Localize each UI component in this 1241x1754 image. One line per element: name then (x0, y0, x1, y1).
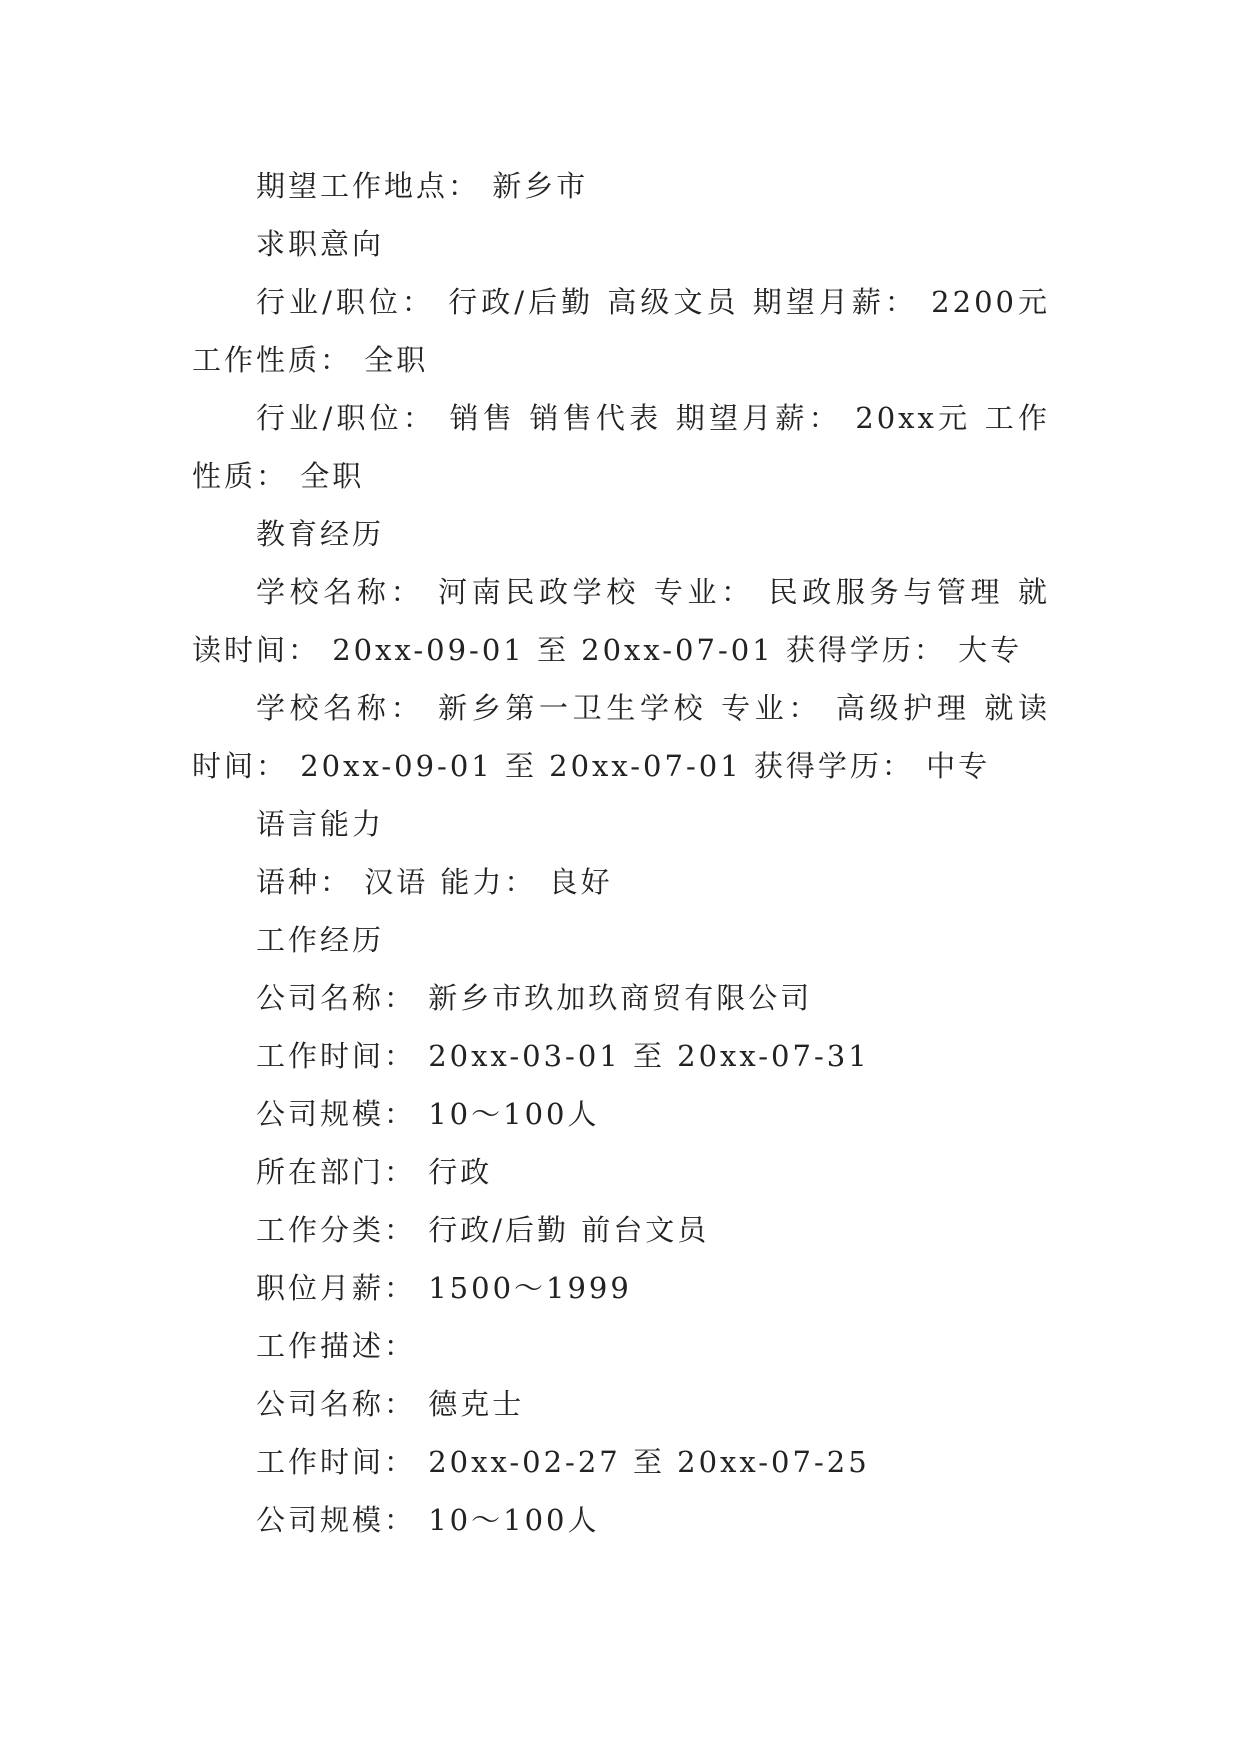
text-line-monthly-salary-1: 职位月薪： 1500～1999 (256, 1271, 632, 1305)
text-line-language: 语种： 汉语 能力： 良好 (256, 865, 613, 899)
text-line-education-2-cont: 时间： 20xx-09-01 至 20xx-07-01 获得学历： 中专 (192, 749, 991, 783)
text-line-company-size-1: 公司规模： 10～100人 (256, 1097, 600, 1131)
text-line-intention-2-cont: 性质： 全职 (192, 459, 365, 493)
text-line-education-1: 学校名称： 河南民政学校 专业： 民政服务与管理 就 (256, 575, 1050, 609)
document-body (192, 157, 1050, 1549)
text-line-work-time-2: 工作时间： 20xx-02-27 至 20xx-07-25 (256, 1445, 870, 1479)
section-heading-education: 教育经历 (256, 517, 385, 551)
text-line-education-2: 学校名称： 新乡第一卫生学校 专业： 高级护理 就读 (256, 691, 1050, 725)
text-line-company-name-2: 公司名称： 德克士 (256, 1387, 525, 1421)
text-line-education-1-cont: 读时间： 20xx-09-01 至 20xx-07-01 获得学历： 大专 (192, 633, 1023, 667)
text-line-intention-1-cont: 工作性质： 全职 (192, 343, 429, 377)
section-heading-job-intention: 求职意向 (256, 227, 385, 261)
text-line-expected-location: 期望工作地点： 新乡市 (256, 169, 589, 203)
section-heading-language: 语言能力 (256, 807, 385, 841)
text-line-company-name-1: 公司名称： 新乡市玖加玖商贸有限公司 (256, 981, 813, 1015)
text-line-work-description-1: 工作描述： (256, 1329, 417, 1363)
text-line-work-category-1: 工作分类： 行政/后勤 前台文员 (256, 1213, 710, 1247)
text-line-company-size-2: 公司规模： 10～100人 (256, 1503, 600, 1537)
text-line-intention-2: 行业/职位： 销售 销售代表 期望月薪： 20xx元 工作 (256, 401, 1050, 435)
section-heading-work-experience: 工作经历 (256, 923, 385, 957)
text-line-work-time-1: 工作时间： 20xx-03-01 至 20xx-07-31 (256, 1039, 870, 1073)
text-line-department-1: 所在部门： 行政 (256, 1155, 493, 1189)
text-line-intention-1: 行业/职位： 行政/后勤 高级文员 期望月薪： 2200元 (256, 285, 1050, 319)
